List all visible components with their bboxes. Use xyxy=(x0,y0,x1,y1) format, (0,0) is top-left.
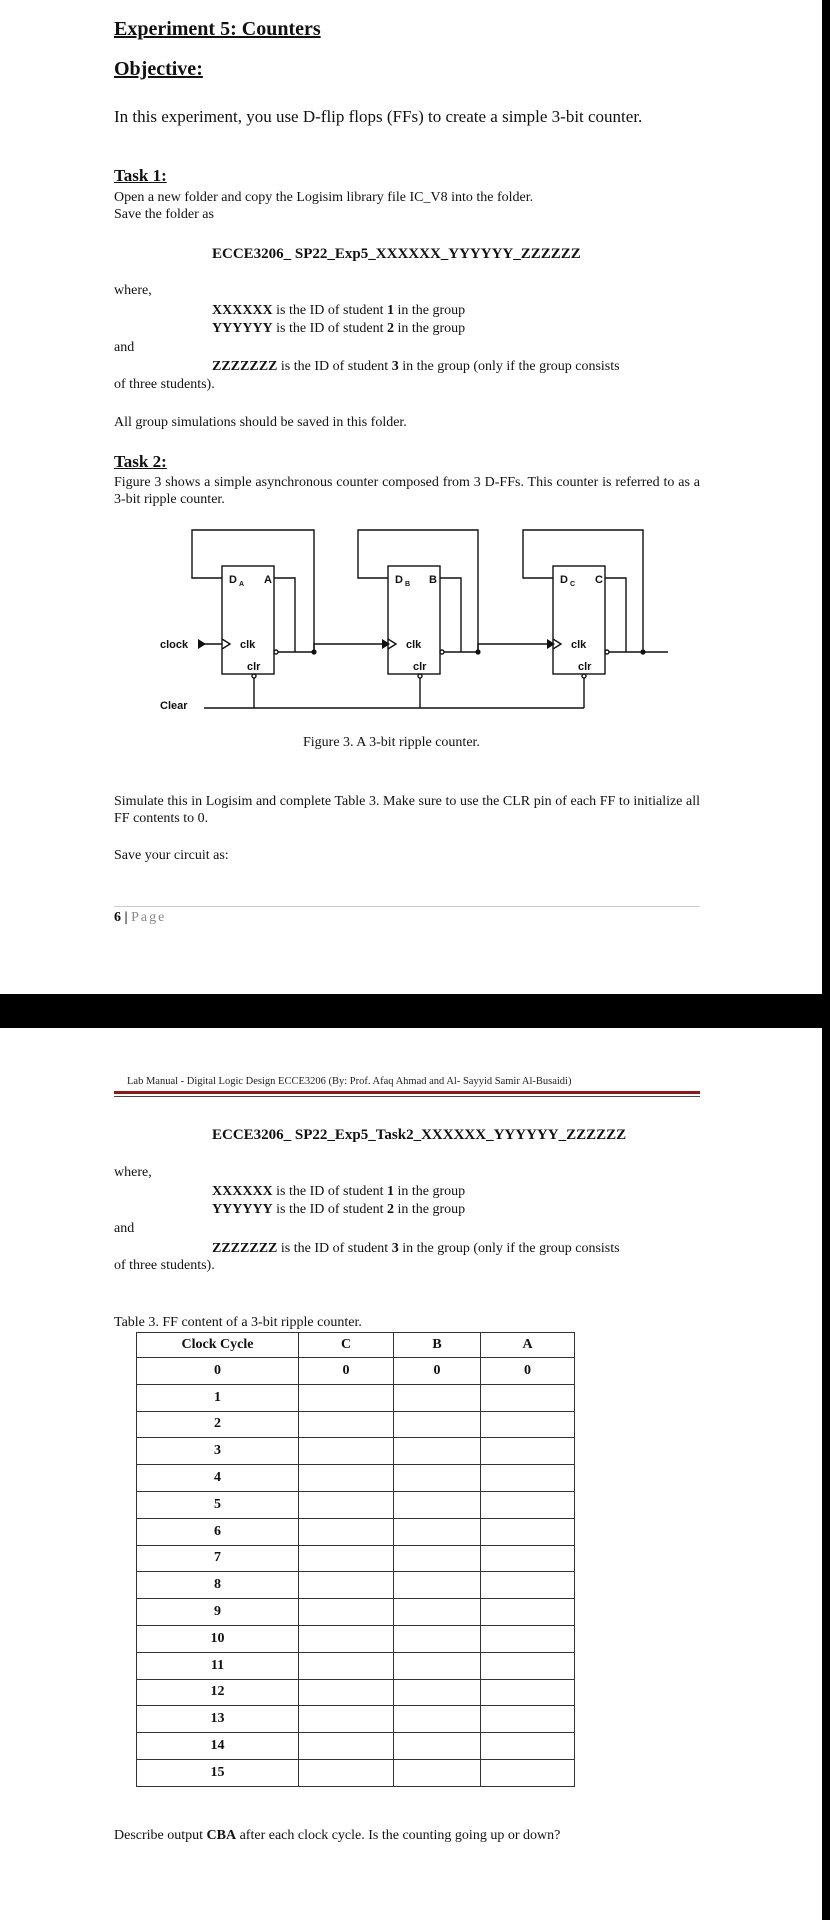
a-cell[interactable]: 0 xyxy=(481,1358,575,1385)
id1-pre: is the ID of student xyxy=(272,303,387,318)
cycle-cell: 11 xyxy=(137,1652,299,1679)
counting-question xyxy=(114,1828,560,1844)
ff-a-d-sub: A xyxy=(239,581,245,588)
a-cell[interactable] xyxy=(481,1491,575,1518)
id2-code-2: YYYYYY xyxy=(212,1202,273,1217)
table-header-row xyxy=(137,1333,575,1358)
objective-heading: Objective: xyxy=(114,58,203,80)
ff-c-clr-label: clr xyxy=(578,661,592,673)
student3-id-cont: of three students). xyxy=(114,377,215,392)
folder-name: ECCE3206_ SP22_Exp5_XXXXXX_YYYYYY_ZZZZZZ xyxy=(212,246,581,262)
where-label-2: where, xyxy=(114,1165,152,1180)
a-cell[interactable] xyxy=(481,1465,575,1492)
c-cell[interactable] xyxy=(299,1759,394,1786)
footer-separator xyxy=(114,906,700,907)
question-post: after each clock cycle. Is the counting going up or down? xyxy=(236,1828,561,1843)
a-cell[interactable] xyxy=(481,1518,575,1545)
table-row xyxy=(137,1706,575,1733)
id1-num-2: 1 xyxy=(387,1184,394,1199)
id1-code: XXXXXX xyxy=(212,303,273,318)
student1-id-line-2 xyxy=(212,1183,465,1201)
a-cell[interactable] xyxy=(481,1652,575,1679)
a-cell[interactable] xyxy=(481,1411,575,1438)
student2-id-line xyxy=(212,320,465,338)
id2-pre-2: is the ID of student xyxy=(272,1202,387,1217)
b-cell[interactable] xyxy=(394,1572,481,1599)
id3-num: 3 xyxy=(391,359,399,374)
a-cell[interactable] xyxy=(481,1759,575,1786)
header-b: B xyxy=(394,1333,481,1358)
ff-c-clk-label: clk xyxy=(571,639,587,651)
id3-code-2: ZZZZZZZ xyxy=(212,1241,278,1256)
table-row xyxy=(137,1518,575,1545)
a-cell[interactable] xyxy=(481,1384,575,1411)
cycle-cell: 9 xyxy=(137,1599,299,1626)
b-cell[interactable] xyxy=(394,1706,481,1733)
question-cba: CBA xyxy=(206,1828,237,1843)
b-cell[interactable] xyxy=(394,1411,481,1438)
cycle-cell: 12 xyxy=(137,1679,299,1706)
student2-id-line-2 xyxy=(212,1201,465,1219)
c-cell[interactable]: 0 xyxy=(299,1358,394,1385)
task2-heading: Task 2: xyxy=(114,452,167,471)
experiment-title: Experiment 5: Counters xyxy=(114,18,321,40)
cycle-cell: 5 xyxy=(137,1491,299,1518)
id1-pre-2: is the ID of student xyxy=(272,1184,387,1199)
cycle-cell: 1 xyxy=(137,1384,299,1411)
student1-id-line xyxy=(212,302,465,320)
table-row xyxy=(137,1572,575,1599)
b-cell[interactable] xyxy=(394,1652,481,1679)
c-cell[interactable] xyxy=(299,1599,394,1626)
a-cell[interactable] xyxy=(481,1572,575,1599)
where-label: where, xyxy=(114,283,152,298)
ff-b-clk-label: clk xyxy=(406,639,422,651)
a-cell[interactable] xyxy=(481,1706,575,1733)
ff-b-q-label: B xyxy=(429,574,437,586)
a-cell[interactable] xyxy=(481,1545,575,1572)
cycle-cell: 2 xyxy=(137,1411,299,1438)
id2-num-2: 2 xyxy=(387,1202,394,1217)
ff-a-feedback-wire xyxy=(192,530,314,652)
ff-c-d-sub: C xyxy=(570,581,576,588)
b-cell[interactable] xyxy=(394,1545,481,1572)
c-cell[interactable] xyxy=(299,1465,394,1492)
student3-id-line-2 xyxy=(212,1240,620,1258)
question-pre: Describe output xyxy=(114,1828,207,1843)
table-row xyxy=(137,1759,575,1786)
id3-post-2: in the group (only if the group consists xyxy=(398,1241,620,1256)
a-cell[interactable] xyxy=(481,1733,575,1760)
b-cell[interactable] xyxy=(394,1733,481,1760)
c-cell[interactable] xyxy=(299,1572,394,1599)
b-cell[interactable] xyxy=(394,1759,481,1786)
cycle-cell: 4 xyxy=(137,1465,299,1492)
clock-label: clock xyxy=(160,639,189,651)
cycle-cell: 0 xyxy=(137,1358,299,1385)
cycle-cell: 6 xyxy=(137,1518,299,1545)
task2-file-name: ECCE3206_ SP22_Exp5_Task2_XXXXXX_YYYYYY_ZZZZZZ xyxy=(212,1127,627,1143)
c-cell[interactable] xyxy=(299,1491,394,1518)
id2-pre: is the ID of student xyxy=(272,321,387,336)
id1-post-2: in the group xyxy=(394,1184,466,1199)
c-cell[interactable] xyxy=(299,1438,394,1465)
cycle-cell: 7 xyxy=(137,1545,299,1572)
c-cell[interactable] xyxy=(299,1733,394,1760)
id1-num: 1 xyxy=(387,303,394,318)
and-label-2: and xyxy=(114,1221,135,1236)
task2-text: Figure 3 shows a simple asynchronous counter composed from 3 D-FFs. This counter is referred to as a 3-bit ripple counter. xyxy=(114,475,700,507)
ff-c-q-out xyxy=(605,578,626,652)
header-rule-red xyxy=(114,1091,700,1094)
table-row xyxy=(137,1438,575,1465)
simulate-instructions: Simulate this in Logisim and complete Table 3. Make sure to use the CLR pin of each FF to initialize all FF contents to 0. xyxy=(114,794,700,826)
b-cell[interactable] xyxy=(394,1599,481,1626)
ff-c-feedback-wire xyxy=(523,530,643,652)
clear-label: Clear xyxy=(160,700,188,712)
task1-line1: Open a new folder and copy the Logisim library file IC_V8 into the folder. xyxy=(114,190,534,205)
objective-text: In this experiment, you use D-flip flops (FFs) to create a simple 3-bit counter. xyxy=(114,107,643,126)
table-row xyxy=(137,1599,575,1626)
table-row xyxy=(137,1384,575,1411)
b-cell[interactable]: 0 xyxy=(394,1358,481,1385)
ff-b-feedback-wire xyxy=(358,530,478,652)
id2-code: YYYYYY xyxy=(212,321,273,336)
student3-id-cont-2: of three students). xyxy=(114,1258,215,1273)
ripple-counter-diagram xyxy=(150,520,680,720)
task1-heading: Task 1: xyxy=(114,166,167,185)
cycle-cell: 3 xyxy=(137,1438,299,1465)
table-row xyxy=(137,1411,575,1438)
c-cell[interactable] xyxy=(299,1706,394,1733)
a-cell[interactable] xyxy=(481,1625,575,1652)
cycle-cell: 14 xyxy=(137,1733,299,1760)
table-row xyxy=(137,1465,575,1492)
b-cell[interactable] xyxy=(394,1438,481,1465)
page-word: Page xyxy=(131,910,167,925)
cycle-cell: 15 xyxy=(137,1759,299,1786)
cycle-cell: 8 xyxy=(137,1572,299,1599)
id1-post: in the group xyxy=(394,303,466,318)
ff-b-d-label: D xyxy=(395,574,403,586)
b-cell[interactable] xyxy=(394,1625,481,1652)
lab-manual-header: Lab Manual - Digital Logic Design ECCE3206 (By: Prof. Afaq Ahmad and Al- Sayyid Samir Al-Busaidi) xyxy=(127,1076,572,1087)
a-cell[interactable] xyxy=(481,1599,575,1626)
footer-pipe: | xyxy=(121,910,132,925)
id2-post: in the group xyxy=(394,321,466,336)
ff-a-q-out xyxy=(274,578,295,652)
table-row xyxy=(137,1625,575,1652)
a-cell[interactable] xyxy=(481,1679,575,1706)
ff-content-table xyxy=(136,1332,575,1787)
b-cell[interactable] xyxy=(394,1491,481,1518)
ff-a-clk-label: clk xyxy=(240,639,256,651)
and-label: and xyxy=(114,340,135,355)
ff-b-clr-label: clr xyxy=(413,661,427,673)
header-rule-thin xyxy=(114,1096,700,1097)
table-row xyxy=(137,1491,575,1518)
c-cell[interactable] xyxy=(299,1679,394,1706)
table-row xyxy=(137,1652,575,1679)
table-row xyxy=(137,1679,575,1706)
c-cell[interactable] xyxy=(299,1411,394,1438)
c-cell[interactable] xyxy=(299,1625,394,1652)
ff-b-q-out xyxy=(440,578,461,652)
a-to-b-clock-wire xyxy=(314,644,388,652)
ff-c-q-label: C xyxy=(595,574,603,586)
page-footer xyxy=(114,910,166,926)
cycle-cell: 13 xyxy=(137,1706,299,1733)
header-c: C xyxy=(299,1333,394,1358)
b-cell[interactable] xyxy=(394,1679,481,1706)
cycle-cell: 10 xyxy=(137,1625,299,1652)
b-cell[interactable] xyxy=(394,1384,481,1411)
table-row xyxy=(137,1545,575,1572)
table-caption: Table 3. FF content of a 3-bit ripple counter. xyxy=(114,1315,362,1330)
save-circuit-label: Save your circuit as: xyxy=(114,848,229,863)
ff-c-d-label: D xyxy=(560,574,568,586)
id2-num: 2 xyxy=(387,321,394,336)
ff-a-d-label: D xyxy=(229,574,237,586)
save-folder-note: All group simulations should be saved in this folder. xyxy=(114,415,407,430)
ff-b-d-sub: B xyxy=(405,581,411,588)
table-row xyxy=(137,1733,575,1760)
b-cell[interactable] xyxy=(394,1518,481,1545)
table-row xyxy=(137,1358,575,1385)
id3-num-2: 3 xyxy=(391,1241,399,1256)
c-cell[interactable] xyxy=(299,1545,394,1572)
id1-code-2: XXXXXX xyxy=(212,1184,273,1199)
id2-post-2: in the group xyxy=(394,1202,466,1217)
student3-id-line xyxy=(212,358,620,376)
a-cell[interactable] xyxy=(481,1438,575,1465)
ff-a-clr-label: clr xyxy=(247,661,261,673)
c-cell[interactable] xyxy=(299,1384,394,1411)
figure-caption: Figure 3. A 3-bit ripple counter. xyxy=(303,735,480,750)
page-number: 6 xyxy=(114,910,121,925)
id3-post: in the group (only if the group consists xyxy=(398,359,620,374)
header-a: A xyxy=(481,1333,575,1358)
ff-a-q-label: A xyxy=(264,574,272,586)
id3-code: ZZZZZZZ xyxy=(212,359,278,374)
b-to-c-clock-wire xyxy=(478,644,553,652)
c-cell[interactable] xyxy=(299,1518,394,1545)
id3-pre: is the ID of student xyxy=(277,359,392,374)
b-cell[interactable] xyxy=(394,1465,481,1492)
task1-line2: Save the folder as xyxy=(114,207,214,222)
header-clock-cycle: Clock Cycle xyxy=(137,1333,299,1358)
c-cell[interactable] xyxy=(299,1652,394,1679)
id3-pre-2: is the ID of student xyxy=(277,1241,392,1256)
